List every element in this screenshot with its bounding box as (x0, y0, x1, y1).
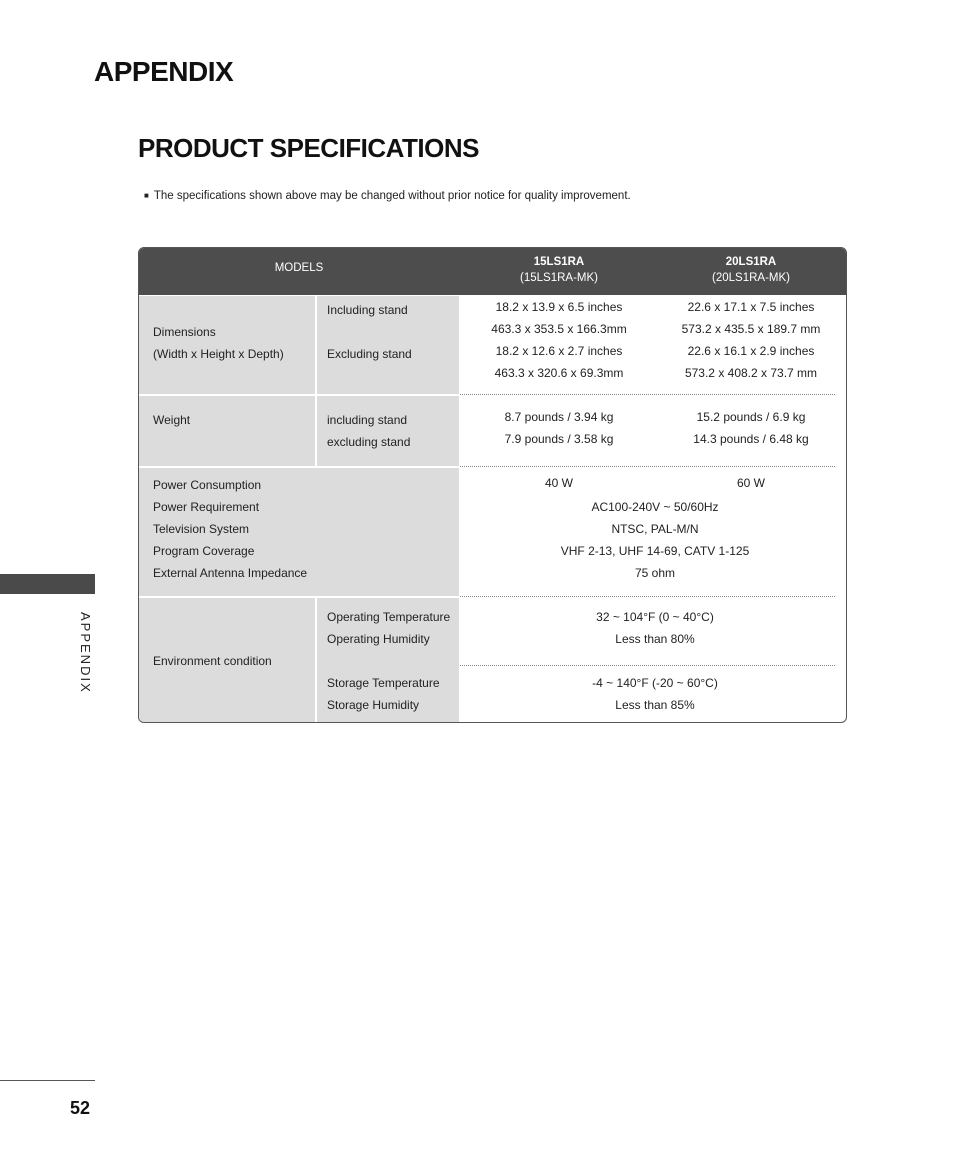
dim-excluding-stand: Excluding stand (327, 347, 412, 361)
dim-m2-value: 573.2 x 408.2 x 73.7 mm (684, 366, 818, 380)
weight-m1-value: 8.7 pounds / 3.94 kg (504, 410, 614, 424)
row-divider (460, 466, 835, 467)
weight-label: Weight (153, 413, 191, 427)
weight-m1-value: 7.9 pounds / 3.58 kg (504, 432, 614, 446)
row-divider (460, 665, 835, 666)
spec-note (144, 190, 631, 202)
side-tab-bar (0, 574, 95, 594)
weight-m2-value: 14.3 pounds / 6.48 kg (693, 432, 809, 446)
storage-humidity-value: Less than 85% (615, 698, 695, 712)
row-divider (460, 394, 835, 395)
dim-m2-value: 573.2 x 435.5 x 189.7 mm (681, 322, 821, 336)
model1-header (464, 254, 654, 286)
power-consumption-m2: 60 W (736, 476, 765, 490)
power-requirement-label: Power Requirement (153, 500, 260, 514)
power-requirement-value: AC100-240V ~ 50/60Hz (591, 500, 719, 514)
operating-temperature-value: 32 ~ 104°F (0 ~ 40°C) (596, 610, 714, 624)
dim-m1-value: 18.2 x 13.9 x 6.5 inches (495, 300, 623, 314)
storage-humidity-label: Storage Humidity (327, 698, 420, 712)
program-coverage-label: Program Coverage (153, 544, 255, 558)
dim-m1-value: 463.3 x 320.6 x 69.3mm (494, 366, 624, 380)
dimensions-label-detail: (Width x Height x Depth) (153, 347, 284, 361)
dim-m1-value: 18.2 x 12.6 x 2.7 inches (495, 344, 623, 358)
page-number: 52 (70, 1098, 91, 1118)
spec-table (138, 247, 847, 723)
dim-including-stand: Including stand (327, 303, 408, 317)
tv-system-label: Television System (153, 522, 250, 536)
dim-m2-value: 22.6 x 16.1 x 2.9 inches (687, 344, 815, 358)
power-consumption-label: Power Consumption (153, 478, 262, 492)
weight-excluding-stand: excluding stand (327, 435, 411, 449)
models-header: MODELS (274, 262, 324, 274)
bullet-icon: ■ (144, 191, 149, 200)
page-title: PRODUCT SPECIFICATIONS (138, 133, 479, 163)
program-coverage-value: VHF 2-13, UHF 14-69, CATV 1-125 (560, 544, 750, 558)
side-tab-label: APPENDIX (78, 612, 93, 694)
model1-code: 15LS1RA (533, 256, 585, 268)
section-title: APPENDIX (94, 56, 234, 87)
weight-including-stand: including stand (327, 413, 408, 427)
model1-sub: (15LS1RA-MK) (520, 272, 598, 284)
spec-note-text: The specifications shown above may be changed without prior notice for quality improvement. (153, 190, 631, 202)
model2-sub: (20LS1RA-MK) (712, 272, 790, 284)
weight-label-cell (139, 396, 315, 466)
operating-temperature-label: Operating Temperature (327, 610, 451, 624)
weight-m2-value: 15.2 pounds / 6.9 kg (696, 410, 806, 424)
dim-m2-value: 22.6 x 17.1 x 7.5 inches (687, 300, 815, 314)
model2-code: 20LS1RA (725, 256, 777, 268)
row-divider (460, 596, 835, 597)
environment-label: Environment condition (153, 654, 272, 668)
operating-humidity-value: Less than 80% (615, 632, 695, 646)
footer-rule (0, 1080, 95, 1081)
antenna-impedance-value: 75 ohm (634, 566, 676, 580)
antenna-impedance-label: External Antenna Impedance (153, 566, 308, 580)
tv-system-value: NTSC, PAL-M/N (611, 522, 699, 536)
table-header (139, 248, 846, 295)
storage-temperature-value: -4 ~ 140°F (-20 ~ 60°C) (592, 676, 718, 690)
model2-header (656, 254, 846, 286)
dimensions-label: Dimensions (153, 325, 216, 339)
operating-humidity-label: Operating Humidity (327, 632, 430, 646)
power-consumption-m1: 40 W (544, 476, 573, 490)
storage-temperature-label: Storage Temperature (327, 676, 440, 690)
dim-m1-value: 463.3 x 353.5 x 166.3mm (491, 322, 627, 336)
